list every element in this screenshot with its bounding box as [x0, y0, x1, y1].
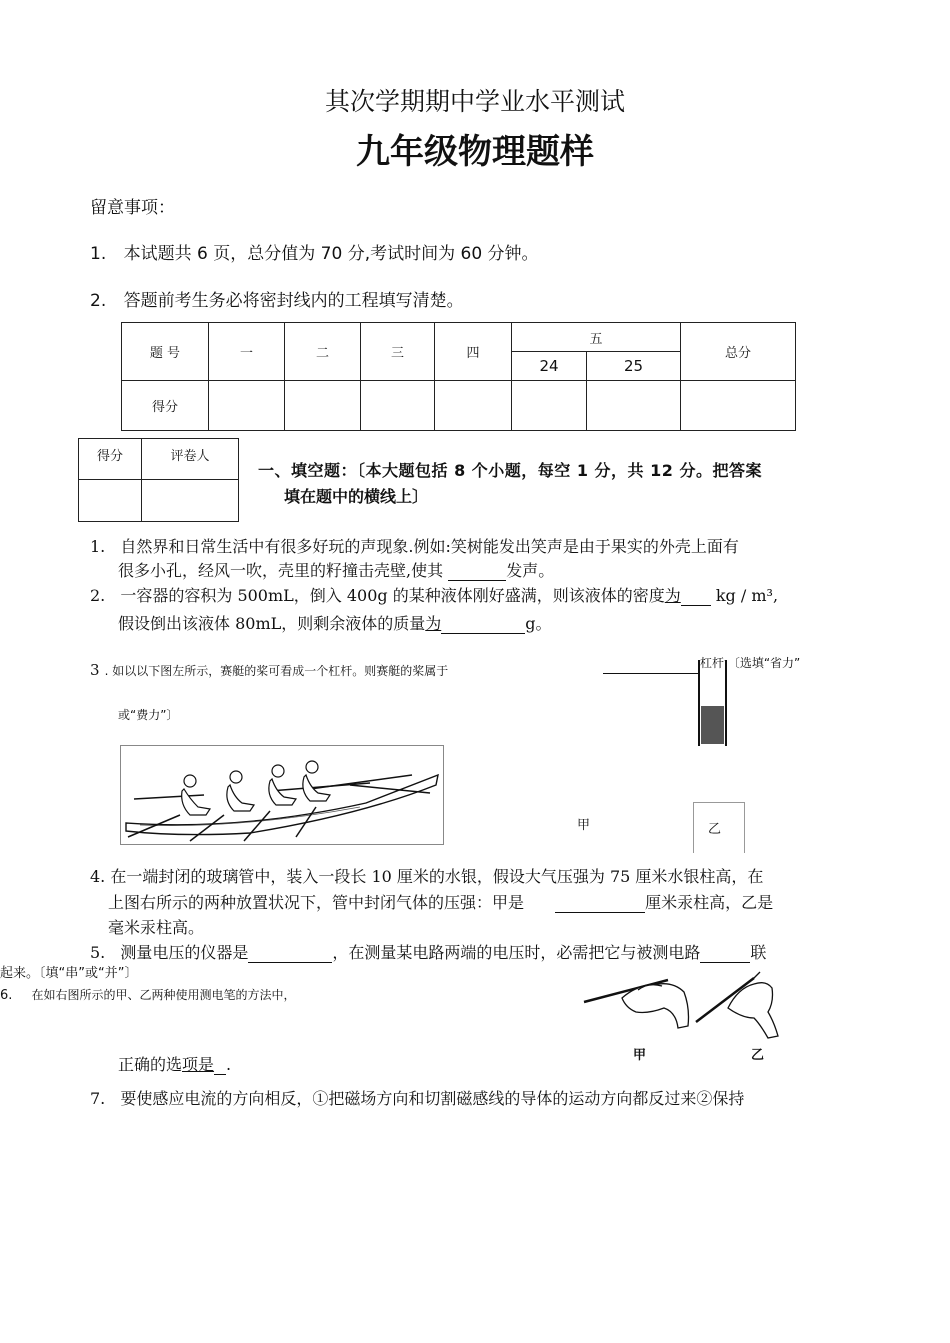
score-subheader-cell: 24 [512, 352, 587, 381]
exam-title: 其次学期期中学业水平测试 [324, 87, 625, 116]
question-number: 7. [90, 1089, 106, 1108]
question-text: 厘米汞柱高，乙是 [645, 893, 774, 912]
question-text: 很多小孔，经风一吹，壳里的籽撞击壳壁,使其 [118, 561, 444, 580]
score-header-cell: 五 [512, 323, 681, 352]
question-2 [90, 583, 778, 606]
question-1 [90, 534, 739, 557]
question-text: 要使感应电流的方向相反，①把磁场方向和切割磁感线的导体的运动方向都反过来②保持 [120, 1089, 745, 1108]
answer-blank[interactable] [448, 564, 506, 581]
pen-label-yi: 乙 [751, 1048, 765, 1063]
note-text: 答题前考生务必将密封线内的工程填写清楚。 [123, 291, 464, 311]
pen-label-jia: 甲 [633, 1048, 647, 1063]
question-number: 2. [90, 586, 106, 605]
score-input-cell[interactable] [285, 381, 361, 431]
answer-blank[interactable] [603, 673, 698, 674]
question-text: 在如右图所示的甲、乙两种使用测电笔的方法中， [31, 988, 296, 1002]
score-subheader-cell: 25 [587, 352, 681, 381]
question-text: 起来。〔填“串”或“并”〕 [0, 966, 138, 981]
grader-name-cell[interactable] [142, 480, 239, 522]
question-4-line2 [108, 890, 773, 913]
question-text: g。 [525, 614, 552, 633]
question-4: 4. 在一端封闭的玻璃管中，装入一段长 10 厘米的水银，假设大气压强为 75 厘米水银柱高，在 [90, 867, 764, 886]
question-text: 杠杆 〔选填“省力” [700, 656, 801, 670]
question-text: . 如以以下图左所示，赛艇的桨可看成一个杠杆。则赛艇的桨属于 [104, 664, 449, 678]
grader-table [78, 438, 239, 522]
notes-heading: 留意事项： [90, 198, 175, 218]
score-row-label: 得分 [122, 381, 209, 431]
note-number: 2. [90, 291, 107, 311]
grader-score-cell[interactable] [79, 480, 142, 522]
test-pen-figure [578, 968, 800, 1040]
note-text: 本试题共 6 页，总分值为 70 分,考试时间为 60 分钟。 [123, 244, 539, 264]
section1-heading: 一、填空题：〔本大题包括 8 个小题，每空 1 分，共 12 分。把答案 [258, 461, 762, 480]
score-input-cell[interactable] [435, 381, 512, 431]
note-item-1 [90, 239, 539, 264]
question-text: 一容器的容积为 500mL，倒入 400g 的某种液体刚好盛满，则该液体的密度 [120, 586, 665, 605]
tube-label-jia: 甲 [577, 818, 591, 833]
question-1-line2 [118, 558, 554, 581]
question-text: 发声。 [506, 561, 555, 580]
question-text: 正确的选 [118, 1055, 183, 1074]
answer-blank[interactable] [441, 617, 525, 634]
score-header-cell: 二 [285, 323, 361, 381]
question-text: 联 [750, 943, 767, 962]
question-text: 毫米汞柱高。 [108, 918, 205, 937]
question-text: ，在测量某电路两端的电压时，必需把它与被测电路 [332, 943, 701, 962]
score-input-cell[interactable] [361, 381, 435, 431]
score-input-cell[interactable] [512, 381, 587, 431]
grader-score-label: 得分 [79, 439, 142, 480]
question-number: 5. [90, 943, 106, 962]
section1-heading-line2: 填在题中的横线上〕 [284, 487, 429, 506]
score-input-cell[interactable] [587, 381, 681, 431]
tube-figure-jia [693, 660, 733, 748]
answer-blank[interactable] [700, 946, 750, 963]
grader-name-label: 评卷人 [142, 439, 239, 480]
question-text: 假设倒出该液体 80mL，则剩余液体的质量 [118, 614, 426, 633]
answer-blank[interactable] [248, 946, 332, 963]
question-text: kg / m³, [715, 586, 779, 605]
score-input-cell[interactable] [209, 381, 285, 431]
question-text: 测量电压的仪器是 [120, 943, 249, 962]
score-table [121, 322, 796, 431]
tube-label-yi: 乙 [708, 822, 722, 837]
score-header-cell: 题 号 [122, 323, 209, 381]
question-5 [90, 940, 766, 963]
note-item-2 [90, 286, 464, 311]
question-text: 项是 [182, 1055, 215, 1074]
question-6-line2 [118, 1052, 231, 1075]
question-2-line2 [118, 611, 552, 634]
score-header-cell: 一 [209, 323, 285, 381]
score-header-cell: 三 [361, 323, 435, 381]
score-header-cell: 总分 [681, 323, 796, 381]
question-text: 为 [664, 586, 681, 605]
question-text: 或“费力”〕 [118, 708, 179, 722]
note-number: 1. [90, 244, 107, 264]
rowing-boat-figure [120, 745, 444, 845]
question-text: 为 [425, 614, 442, 633]
question-3 [90, 660, 448, 679]
question-6 [0, 984, 296, 1003]
question-7 [90, 1086, 744, 1109]
question-number: 3 [90, 661, 100, 679]
question-text: 上图右所示的两种放置状况下，管中封闭气体的压强：甲是 [108, 893, 525, 912]
question-number: 1. [90, 537, 106, 556]
answer-blank[interactable] [214, 1058, 226, 1075]
answer-blank[interactable] [681, 589, 711, 606]
answer-blank[interactable] [555, 896, 645, 913]
score-input-cell[interactable] [681, 381, 796, 431]
exam-subtitle: 九年级物理题样 [356, 132, 594, 172]
score-header-cell: 四 [435, 323, 512, 381]
question-text: . [226, 1055, 232, 1074]
question-number: 6. [0, 988, 13, 1003]
question-text: 自然界和日常生活中有很多好玩的声现象.例如:笑树能发出笑声是由于果实的外壳上面有 [120, 537, 739, 556]
